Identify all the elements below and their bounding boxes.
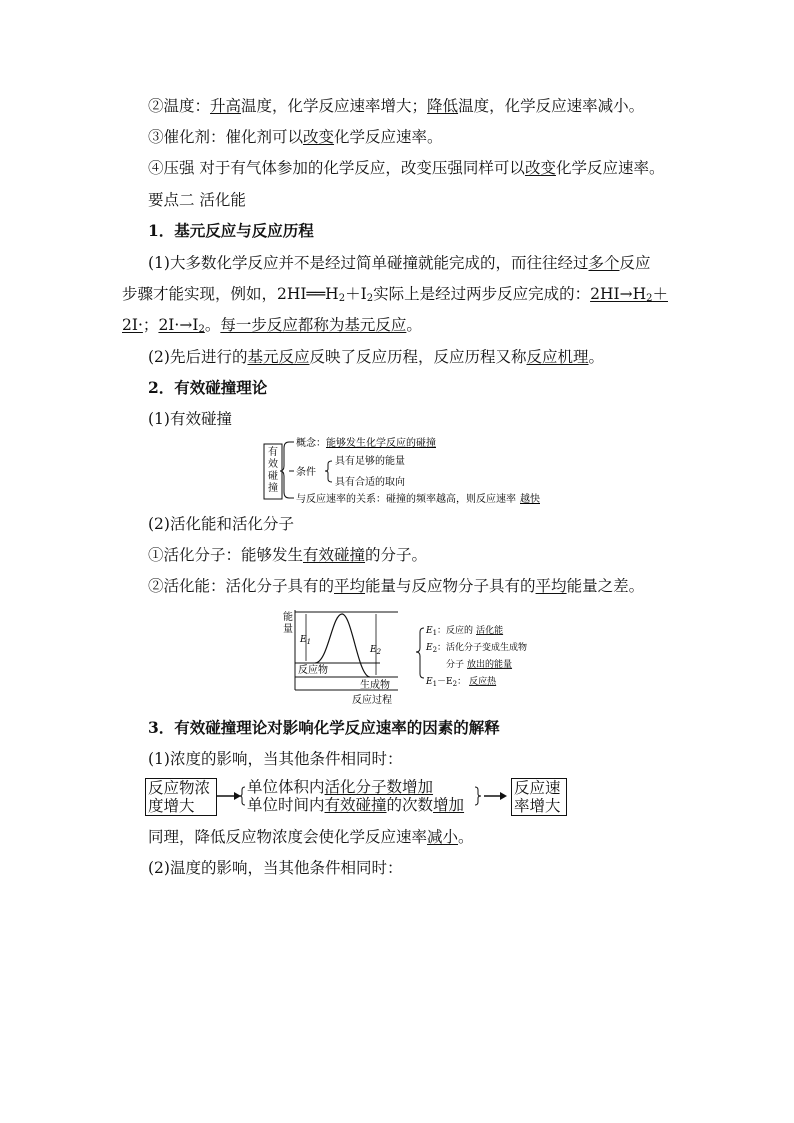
answer-blank <box>590 285 668 303</box>
legend-e2-cont <box>446 658 512 670</box>
answer-blank: 改变 <box>303 128 335 146</box>
answer: 放出的能量 <box>467 660 513 670</box>
text: (2)先后进行的 <box>148 348 248 366</box>
text: E <box>370 645 377 655</box>
text: 反映了反应历程，反应历程又称 <box>309 348 527 366</box>
legend-brace <box>416 628 424 678</box>
section-heading: 要点二 活化能 <box>148 191 246 209</box>
concept-label <box>296 436 436 449</box>
y-axis-label-2: 量 <box>283 624 293 635</box>
heading-2: 2．有效碰撞理论 <box>148 378 268 397</box>
subscript: 2 <box>338 293 346 304</box>
text: 化学反应速率。 <box>334 128 443 146</box>
brace <box>239 787 245 805</box>
subscript: 2 <box>376 648 382 656</box>
subscript: 1 <box>306 638 312 646</box>
box-char: 效 <box>268 459 278 470</box>
text: E <box>300 635 307 645</box>
box-char: 撞 <box>268 483 278 494</box>
reactant-label: 反应物 <box>298 665 328 676</box>
flow-middle <box>247 778 464 814</box>
answer-blank: 基元反应 <box>247 348 310 366</box>
e1-label <box>299 635 311 646</box>
reaction-line-2 <box>122 284 668 309</box>
similarly-line <box>148 827 474 847</box>
answer-blank <box>158 316 204 334</box>
text: 2I·→I <box>158 316 199 334</box>
text: 反应 <box>619 254 651 272</box>
answer-blank: 有效碰撞 <box>324 796 387 814</box>
text: ②温度： <box>148 97 211 115</box>
answer-blank: 2I· <box>122 316 143 334</box>
flow-right-box <box>511 778 567 816</box>
text: ②活化能：活化分子具有的 <box>148 577 335 595</box>
text: ＋I <box>345 285 367 303</box>
answer-blank: 平均 <box>334 577 366 595</box>
answer: 活化能 <box>476 626 504 636</box>
x-axis-label: 反应过程 <box>352 695 392 706</box>
text: 单位体积内 <box>247 778 325 796</box>
text: ：反应的 <box>437 626 474 636</box>
flow-left-box <box>145 778 217 816</box>
text: 分子 <box>446 660 465 670</box>
text: 。 <box>458 828 474 846</box>
answer-blank: 减小 <box>427 828 459 846</box>
temperature-subheading: (2)温度的影响，当其他条件相同时： <box>148 859 403 877</box>
answer-blank: 每一步反应都称为基元反应 <box>220 316 407 334</box>
answer-blank: 活化分子数增加 <box>324 778 434 796</box>
reaction-line-3 <box>122 315 422 340</box>
flow-arrow-1 <box>214 786 246 806</box>
legend-diff: $E_1-E_2$： 反应热 <box>426 677 497 688</box>
answer-blank: 增加 <box>433 796 465 814</box>
condition-label: 条件 <box>296 467 316 478</box>
text: 率增大 <box>514 797 561 815</box>
answer-blank: 反应机理 <box>526 348 589 366</box>
heading-1: 1．基元反应与反应历程 <box>148 221 314 240</box>
box-char: 碰 <box>268 471 278 482</box>
answer: 能够发生化学反应的碰撞 <box>326 438 436 449</box>
flow-middle-line-1 <box>247 778 464 796</box>
text: 的分子。 <box>365 546 428 564</box>
legend-e1: $E_1$：反应的 活化能 <box>426 626 504 637</box>
text: ； <box>142 316 159 334</box>
text: (1)大多数化学反应并不是经过简单碰撞就能完成的，而往往经过 <box>148 254 589 272</box>
answer-blank: 有效碰撞 <box>303 546 366 564</box>
activation-energy-line <box>148 576 644 596</box>
text: 与反应速率的关系：碰撞的频率越高，则反应速率 <box>296 494 516 504</box>
text: 2HI→H <box>590 285 647 303</box>
e2-label <box>369 645 382 656</box>
legend-e2: $E_2$：活化分子变成生成物 <box>426 643 528 654</box>
text: 的次数 <box>386 796 434 814</box>
text: 。 <box>588 348 605 366</box>
text: ④压强 对于有气体参加的化学反应，改变压强同样可以 <box>148 159 525 177</box>
flow-arrow-2 <box>474 786 510 806</box>
activated-molecule-line <box>148 545 427 565</box>
text: ：活化分子变成生成物 <box>437 643 528 653</box>
text: 度增大 <box>148 797 195 815</box>
text: 温度，化学反应速率增大； <box>241 97 428 115</box>
answer-blank: 降低 <box>427 97 459 115</box>
heading-3: 3．有效碰撞理论对影响化学反应速率的因素的解释 <box>148 718 500 737</box>
subscript: 2 <box>366 293 374 304</box>
text: 反应速 <box>514 779 561 797</box>
condition-2: 具有合适的取向 <box>335 477 405 488</box>
flow-middle-line-2 <box>247 796 464 814</box>
text: 化学反应速率。 <box>555 159 665 177</box>
text: 能量之差。 <box>566 577 645 595</box>
text: 。 <box>204 316 221 334</box>
text: 同理，降低反应物浓度会使化学反应速率 <box>148 828 428 846</box>
answer-blank: 平均 <box>535 577 567 595</box>
subscript: 2 <box>646 293 653 304</box>
text: 步骤才能实现，例如，2HI══H <box>122 285 339 303</box>
answer-blank: 多个 <box>588 254 620 272</box>
y-axis-label <box>283 610 293 623</box>
answer-blank: 升高 <box>210 97 242 115</box>
text: 。 <box>406 316 422 334</box>
energy-profile-diagram <box>280 606 570 708</box>
text: 实际上是经过两步反应完成的： <box>373 285 591 303</box>
relation-line <box>296 492 540 504</box>
answer-blank: 改变 <box>524 159 556 177</box>
text: －E <box>437 677 453 687</box>
text: ①活化分子：能够发生 <box>148 546 304 564</box>
subheading-effective-collision: (1)有效碰撞 <box>148 410 232 428</box>
answer: 越快 <box>520 494 540 504</box>
product-label: 生成物 <box>360 680 390 691</box>
effective-collision-diagram <box>262 434 562 504</box>
text: 单位时间内 <box>247 796 325 814</box>
text: 温度，化学反应速率减小。 <box>458 97 645 115</box>
condition-1: 具有足够的能量 <box>335 456 405 467</box>
box-char: 有 <box>268 447 278 458</box>
subheading-activation: (2)活化能和活化分子 <box>148 515 294 533</box>
text: 能 <box>283 612 293 623</box>
reaction-line-1 <box>148 253 651 273</box>
text: 反应物浓 <box>148 779 211 797</box>
temperature-line <box>148 96 644 116</box>
text: 能量与反应物分子具有的 <box>365 577 536 595</box>
brace <box>280 442 289 498</box>
arrow-head <box>500 792 507 800</box>
text: ＋ <box>652 285 668 303</box>
text: ③催化剂：催化剂可以 <box>148 128 304 146</box>
text: ： <box>457 677 467 687</box>
brace <box>475 787 481 805</box>
sub-brace <box>325 461 332 482</box>
mechanism-line <box>148 347 604 367</box>
subscript: 2 <box>198 324 205 335</box>
text: 概念： <box>296 438 326 449</box>
pressure-line <box>148 158 664 178</box>
concentration-subheading: (1)浓度的影响，当其他条件相同时： <box>148 750 403 768</box>
answer: 反应热 <box>469 677 497 687</box>
catalyst-line <box>148 127 443 147</box>
